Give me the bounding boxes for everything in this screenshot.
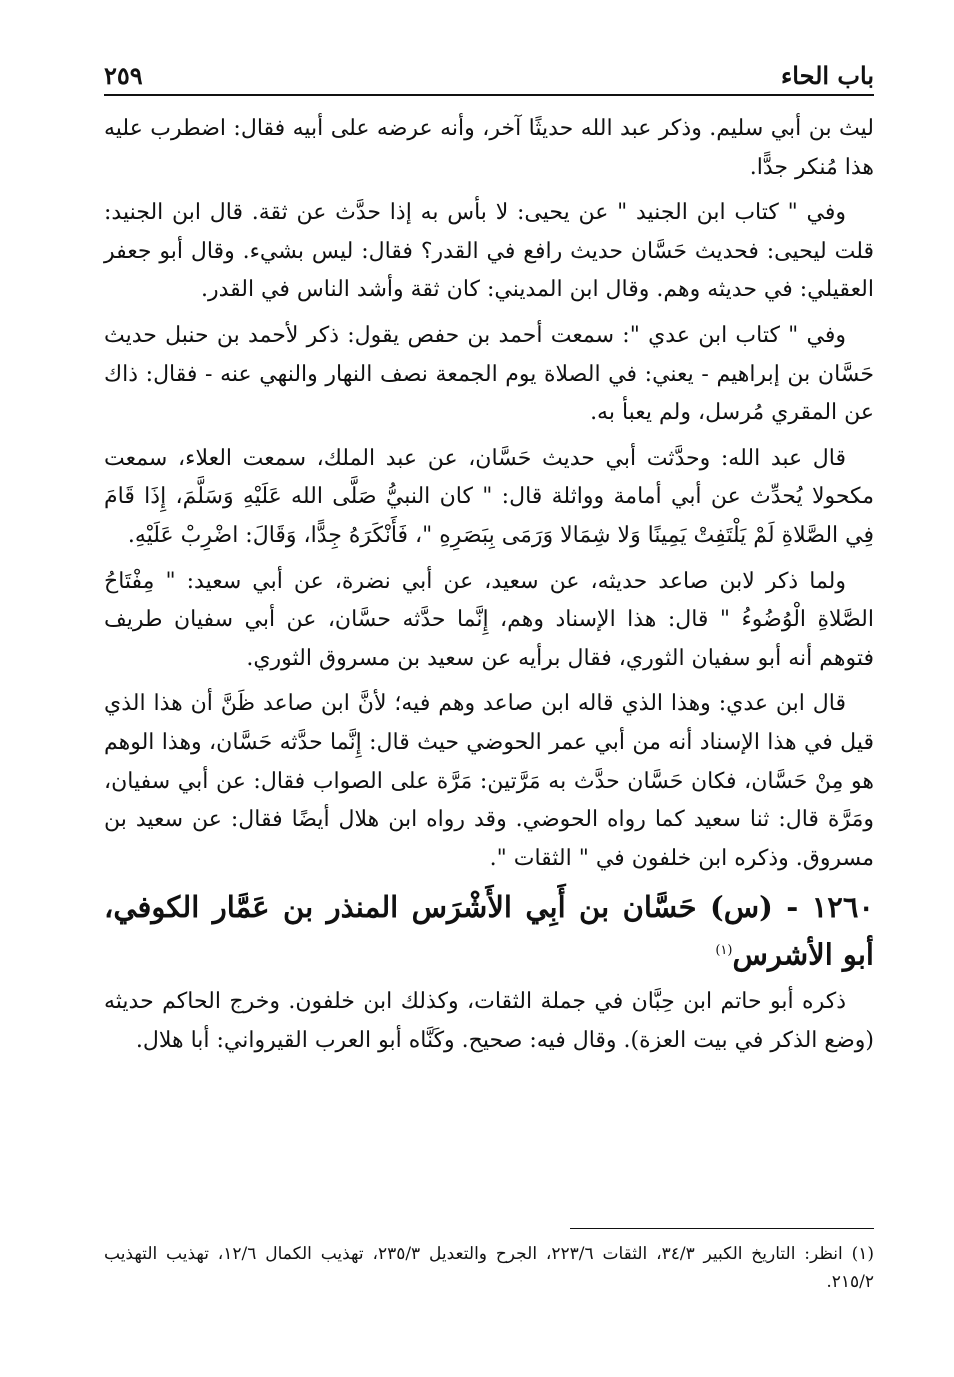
entry-heading — [104, 885, 874, 977]
footnote: (١) انظر: التاريخ الكبير ٣٤/٣، الثقات ٢٢٣/٦، الجرح والتعديل ٢٣٥/٣، تهذيب الكمال ١٢/٦، تهذيب التهذيب ٢١٥/٢. — [104, 1244, 874, 1292]
entry-paragraph: ذكره أبو حاتم ابن حِبَّان في جملة الثقات، وكذلك ابن خلفون. وخرج الحاكم حديثه (وضع الذكر في بيت العزة). وقال فيه: صحيح. وكَنَّاه أبو العرب القيرواني: أبا هلال. — [104, 988, 874, 1053]
paragraph-4: قال عبد الله: وحدَّثت أبي حديث حَسَّان، عن عبد الملك، سمعت العلاء، سمعت مكحولا يُحدِّث عن أبي أمامة وواثلة قال: " كان النبيُّ صَلَّى الله عَلَيْهِ وَسَلَّمَ، إِذَا قَامَ فِي الصَّلاةِ لَمْ يَلْتَفِتْ يَمِينًا وَلا شِمَالا وَرَمَى بِبَصَرِهِ "، فَأَنْكَرَهُ جِدًّا، وَقَالَ: اضْرِبْ عَلَيْهِ. — [104, 445, 874, 548]
footnote-reference: (١) — [715, 943, 733, 959]
paragraph-3: وفي " كتاب ابن عدي ": سمعت أحمد بن حفص يقول: ذكر لأحمد بن حنبل حديث حَسَّان بن إبراهيم - يعني: في الصلاة يوم الجمعة نصف النهار والنهي عنه - فقال: ذاك عن المقري مُرسل، ولم يعبأ به. — [104, 322, 874, 426]
page — [104, 50, 874, 1067]
paragraph-5: ولما ذكر لابن صاعد حديثه، عن سعيد، عن أبي نضرة، عن أبي سعيد: " مِفْتَاحُ الصَّلاةِ الْوُضُوءُ " قال: هذا الإسناد وهم، إِنَّما حدَّثه حسَّان، عن أبي سفيان طريف فتوهم أنه أبو سفيان الثوري، فقال برأيه عن سعيد بن مسروق الثوري. — [104, 568, 874, 671]
footnote-divider — [570, 1228, 874, 1229]
entry-title: ١٢٦٠ - (س) حَسَّان بن أَبِي الأَشْرَس المنذر بن عَمَّار الكوفي، أبو الأشرس — [104, 890, 874, 972]
chapter-title: باب الحاء — [780, 61, 874, 90]
body-text — [104, 110, 874, 1060]
paragraph-6: قال ابن عدي: وهذا الذي قاله ابن صاعد وهم فيه؛ لأنَّ ابن صاعد ظَنَّ أن هذا الذي قيل في هذا الإسناد أنه من أبي عمر الحوضي حيث قال: إِنَّما حدَّثه حَسَّان، وهذا الوهم هو مِنْ حَسَّان، فكان حَسَّان حدَّث به مَرَّتين: مَرَّة على الصواب فقال: عن أبي سفيان، ومَرَّة قال: ثنا سعيد كما رواه الحوضي. وقد رواه ابن هلال أيضًا فقال: عن سعيد بن مسروق. وذكره ابن خلفون في " الثقات ". — [104, 691, 874, 871]
paragraph-2: وفي " كتاب ابن الجنيد " عن يحيى: لا بأس به إذا حدَّث عن ثقة. قال ابن الجنيد: قلت ليحيى: فحديث حَسَّان حديث رافع في القدر؟ فقال: ليس بشيء. وقال أبو جعفر العقيلي: في حديثه وهم. وقال ابن المديني: كان ثقة وأشد الناس في القدر. — [104, 200, 874, 303]
page-number: ٢٥٩ — [104, 61, 143, 90]
paragraph-1: ليث بن أبي سليم. وذكر عبد الله حديثًا آخر، وأنه عرضه على أبيه فقال: اضطرب عليه هذا مُنكر جدًّا. — [104, 116, 874, 180]
page-header — [104, 50, 874, 96]
